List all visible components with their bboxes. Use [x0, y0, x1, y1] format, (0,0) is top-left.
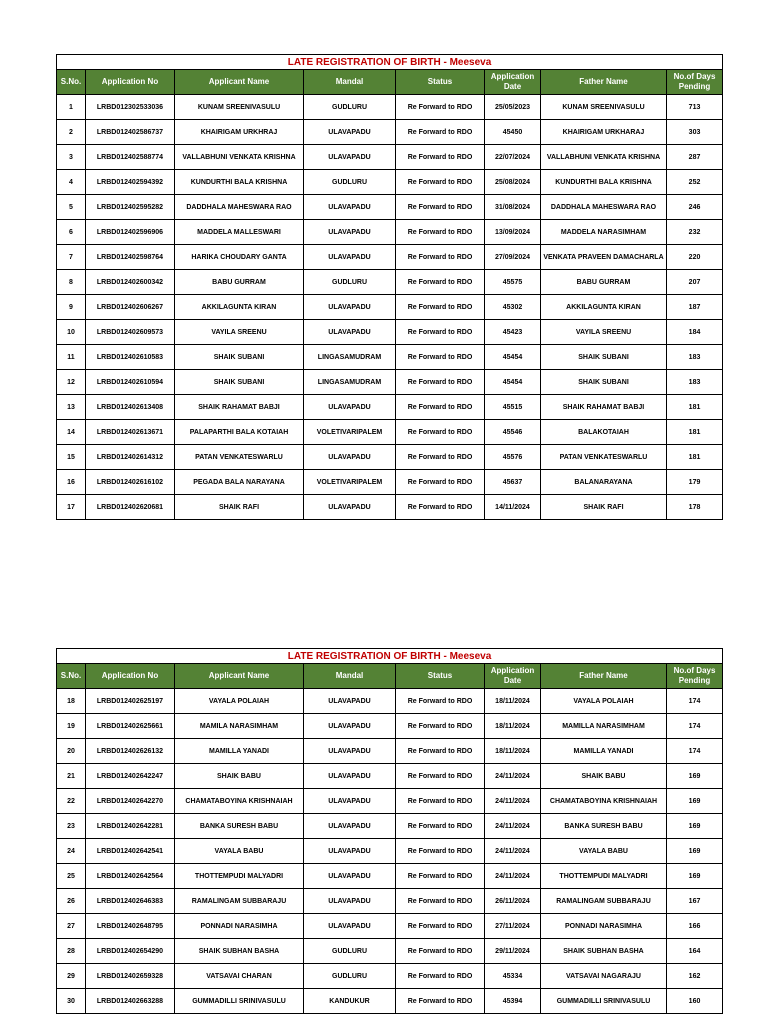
application-no-cell: LRBD012402648795	[86, 914, 175, 939]
application-no-cell: LRBD012402620681	[86, 495, 175, 520]
days-pending-cell: 183	[667, 370, 723, 395]
application-date-cell: 14/11/2024	[485, 495, 541, 520]
application-no-cell: LRBD012402625197	[86, 689, 175, 714]
days-pending-cell: 174	[667, 739, 723, 764]
application-date-cell: 27/09/2024	[485, 245, 541, 270]
application-no-cell: LRBD012402626132	[86, 739, 175, 764]
application-no-cell: LRBD012402663288	[86, 989, 175, 1014]
application-no-cell: LRBD012402606267	[86, 295, 175, 320]
mandal-cell: ULAVAPADU	[304, 145, 396, 170]
serial-number-cell: 27	[57, 914, 86, 939]
application-no-cell: LRBD012402613671	[86, 420, 175, 445]
status-cell: Re Forward to RDO	[396, 470, 485, 495]
father-name-header: Father Name	[541, 664, 667, 689]
status-cell: Re Forward to RDO	[396, 964, 485, 989]
applicant-name-cell: GUMMADILLI SRINIVASULU	[175, 989, 304, 1014]
applicant-name-cell: SHAIK RAHAMAT BABJI	[175, 395, 304, 420]
birth-registration-table-2	[56, 648, 723, 1014]
table-row	[57, 445, 723, 470]
table-row	[57, 95, 723, 120]
applicant-name-cell: CHAMATABOYINA KRISHNAIAH	[175, 789, 304, 814]
applicant-name-cell: AKKILAGUNTA KIRAN	[175, 295, 304, 320]
applicant-name-cell: BABU GURRAM	[175, 270, 304, 295]
application-no-cell: LRBD012402600342	[86, 270, 175, 295]
serial-number-cell: 28	[57, 939, 86, 964]
application-no-cell: LRBD012402654290	[86, 939, 175, 964]
serial-number-cell: 8	[57, 270, 86, 295]
table-row	[57, 864, 723, 889]
days-pending-cell: 162	[667, 964, 723, 989]
applicant-name-cell: DADDHALA MAHESWARA RAO	[175, 195, 304, 220]
serial-number-cell: 7	[57, 245, 86, 270]
status-cell: Re Forward to RDO	[396, 245, 485, 270]
application-no-cell: LRBD012402596906	[86, 220, 175, 245]
table-row	[57, 195, 723, 220]
applicant-name-cell: PONNADI NARASIMHA	[175, 914, 304, 939]
days-pending-cell: 183	[667, 345, 723, 370]
days-pending-header: No.of Days Pending	[667, 664, 723, 689]
table-row	[57, 814, 723, 839]
application-date-cell: 26/11/2024	[485, 889, 541, 914]
mandal-cell: GUDLURU	[304, 964, 396, 989]
status-cell: Re Forward to RDO	[396, 814, 485, 839]
birth-registration-table-1	[56, 54, 723, 520]
mandal-cell: GUDLURU	[304, 939, 396, 964]
table-row	[57, 764, 723, 789]
mandal-cell: VOLETIVARIPALEM	[304, 420, 396, 445]
applicant-name-cell: SHAIK RAFI	[175, 495, 304, 520]
application-no-cell: LRBD012402595282	[86, 195, 175, 220]
application-date-cell: 18/11/2024	[485, 714, 541, 739]
status-cell: Re Forward to RDO	[396, 889, 485, 914]
application-no-cell: LRBD012402598764	[86, 245, 175, 270]
days-pending-cell: 169	[667, 789, 723, 814]
father-name-cell: BALAKOTAIAH	[541, 420, 667, 445]
mandal-cell: ULAVAPADU	[304, 295, 396, 320]
days-pending-cell: 713	[667, 95, 723, 120]
days-pending-cell: 160	[667, 989, 723, 1014]
application-date-cell: 45394	[485, 989, 541, 1014]
father-name-cell: RAMALINGAM SUBBARAJU	[541, 889, 667, 914]
father-name-cell: BANKA SURESH BABU	[541, 814, 667, 839]
days-pending-cell: 174	[667, 689, 723, 714]
father-name-cell: SHAIK BABU	[541, 764, 667, 789]
days-pending-cell: 220	[667, 245, 723, 270]
applicant-name-cell: KUNDURTHI BALA KRISHNA	[175, 170, 304, 195]
application-no-cell: LRBD012402610594	[86, 370, 175, 395]
status-cell: Re Forward to RDO	[396, 195, 485, 220]
days-pending-cell: 181	[667, 445, 723, 470]
days-pending-cell: 207	[667, 270, 723, 295]
status-cell: Re Forward to RDO	[396, 145, 485, 170]
table-row	[57, 470, 723, 495]
days-pending-cell: 167	[667, 889, 723, 914]
applicant-name-header: Applicant Name	[175, 664, 304, 689]
table-row	[57, 170, 723, 195]
serial-number-header: S.No.	[57, 70, 86, 95]
serial-number-cell: 2	[57, 120, 86, 145]
application-date-header: Application Date	[485, 664, 541, 689]
table-row	[57, 145, 723, 170]
application-date-cell: 25/05/2023	[485, 95, 541, 120]
table-row	[57, 220, 723, 245]
days-pending-cell: 303	[667, 120, 723, 145]
father-name-cell: VALLABHUNI VENKATA KRISHNA	[541, 145, 667, 170]
mandal-cell: ULAVAPADU	[304, 864, 396, 889]
mandal-cell: VOLETIVARIPALEM	[304, 470, 396, 495]
mandal-cell: ULAVAPADU	[304, 739, 396, 764]
serial-number-cell: 16	[57, 470, 86, 495]
applicant-name-cell: THOTTEMPUDI MALYADRI	[175, 864, 304, 889]
days-pending-cell: 169	[667, 839, 723, 864]
father-name-cell: BALANARAYANA	[541, 470, 667, 495]
serial-number-cell: 5	[57, 195, 86, 220]
days-pending-cell: 181	[667, 395, 723, 420]
status-cell: Re Forward to RDO	[396, 689, 485, 714]
application-no-cell: LRBD012402642564	[86, 864, 175, 889]
table-row	[57, 345, 723, 370]
applicant-name-cell: VATSAVAI CHARAN	[175, 964, 304, 989]
serial-number-cell: 6	[57, 220, 86, 245]
serial-number-cell: 4	[57, 170, 86, 195]
mandal-cell: ULAVAPADU	[304, 714, 396, 739]
mandal-cell: LINGASAMUDRAM	[304, 370, 396, 395]
mandal-cell: ULAVAPADU	[304, 320, 396, 345]
applicant-name-cell: VAYALA POLAIAH	[175, 689, 304, 714]
father-name-cell: MADDELA NARASIMHAM	[541, 220, 667, 245]
table-row	[57, 889, 723, 914]
father-name-cell: MAMILLA YANADI	[541, 739, 667, 764]
table-row	[57, 295, 723, 320]
table-title: LATE REGISTRATION OF BIRTH - Meeseva	[57, 55, 723, 70]
applicant-name-cell: VALLABHUNI VENKATA KRISHNA	[175, 145, 304, 170]
days-pending-cell: 174	[667, 714, 723, 739]
mandal-cell: LINGASAMUDRAM	[304, 345, 396, 370]
status-cell: Re Forward to RDO	[396, 839, 485, 864]
father-name-cell: SHAIK SUBHAN BASHA	[541, 939, 667, 964]
table-row	[57, 370, 723, 395]
application-no-cell: LRBD012302533036	[86, 95, 175, 120]
mandal-cell: ULAVAPADU	[304, 689, 396, 714]
father-name-cell: VAYALA POLAIAH	[541, 689, 667, 714]
table-row	[57, 689, 723, 714]
father-name-cell: VENKATA PRAVEEN DAMACHARLA	[541, 245, 667, 270]
status-cell: Re Forward to RDO	[396, 295, 485, 320]
serial-number-cell: 12	[57, 370, 86, 395]
table-row	[57, 495, 723, 520]
table-row	[57, 245, 723, 270]
status-cell: Re Forward to RDO	[396, 370, 485, 395]
serial-number-cell: 25	[57, 864, 86, 889]
father-name-cell: SHAIK SUBANI	[541, 370, 667, 395]
father-name-cell: BABU GURRAM	[541, 270, 667, 295]
serial-number-cell: 13	[57, 395, 86, 420]
days-pending-cell: 169	[667, 864, 723, 889]
serial-number-cell: 18	[57, 689, 86, 714]
status-cell: Re Forward to RDO	[396, 120, 485, 145]
mandal-cell: ULAVAPADU	[304, 764, 396, 789]
days-pending-cell: 287	[667, 145, 723, 170]
father-name-cell: KUNAM SREENIVASULU	[541, 95, 667, 120]
table-row	[57, 839, 723, 864]
father-name-cell: DADDHALA MAHESWARA RAO	[541, 195, 667, 220]
application-date-cell: 45637	[485, 470, 541, 495]
application-date-cell: 45423	[485, 320, 541, 345]
father-name-cell: THOTTEMPUDI MALYADRI	[541, 864, 667, 889]
application-no-cell: LRBD012402594392	[86, 170, 175, 195]
application-date-cell: 13/09/2024	[485, 220, 541, 245]
days-pending-cell: 184	[667, 320, 723, 345]
status-cell: Re Forward to RDO	[396, 714, 485, 739]
table-row	[57, 120, 723, 145]
application-no-cell: LRBD012402616102	[86, 470, 175, 495]
father-name-cell: CHAMATABOYINA KRISHNAIAH	[541, 789, 667, 814]
application-no-cell: LRBD012402610583	[86, 345, 175, 370]
mandal-header: Mandal	[304, 664, 396, 689]
father-name-cell: KUNDURTHI BALA KRISHNA	[541, 170, 667, 195]
serial-number-cell: 17	[57, 495, 86, 520]
mandal-cell: ULAVAPADU	[304, 839, 396, 864]
application-no-cell: LRBD012402588774	[86, 145, 175, 170]
serial-number-cell: 19	[57, 714, 86, 739]
application-no-cell: LRBD012402625661	[86, 714, 175, 739]
status-cell: Re Forward to RDO	[396, 914, 485, 939]
mandal-cell: GUDLURU	[304, 270, 396, 295]
status-cell: Re Forward to RDO	[396, 395, 485, 420]
father-name-cell: VAYALA BABU	[541, 839, 667, 864]
applicant-name-cell: RAMALINGAM SUBBARAJU	[175, 889, 304, 914]
status-cell: Re Forward to RDO	[396, 739, 485, 764]
applicant-name-cell: PATAN VENKATESWARLU	[175, 445, 304, 470]
application-date-cell: 45546	[485, 420, 541, 445]
mandal-cell: ULAVAPADU	[304, 889, 396, 914]
serial-number-cell: 11	[57, 345, 86, 370]
status-cell: Re Forward to RDO	[396, 270, 485, 295]
status-cell: Re Forward to RDO	[396, 989, 485, 1014]
father-name-header: Father Name	[541, 70, 667, 95]
application-date-cell: 45302	[485, 295, 541, 320]
serial-number-cell: 21	[57, 764, 86, 789]
status-cell: Re Forward to RDO	[396, 95, 485, 120]
mandal-cell: ULAVAPADU	[304, 395, 396, 420]
application-no-cell: LRBD012402659328	[86, 964, 175, 989]
applicant-name-cell: MADDELA MALLESWARI	[175, 220, 304, 245]
serial-number-cell: 10	[57, 320, 86, 345]
days-pending-cell: 252	[667, 170, 723, 195]
application-no-cell: LRBD012402646383	[86, 889, 175, 914]
table-row	[57, 939, 723, 964]
days-pending-cell: 181	[667, 420, 723, 445]
serial-number-cell: 15	[57, 445, 86, 470]
status-cell: Re Forward to RDO	[396, 495, 485, 520]
status-cell: Re Forward to RDO	[396, 445, 485, 470]
father-name-cell: VAYILA SREENU	[541, 320, 667, 345]
table-title: LATE REGISTRATION OF BIRTH - Meeseva	[57, 649, 723, 664]
application-date-cell: 24/11/2024	[485, 864, 541, 889]
serial-number-cell: 26	[57, 889, 86, 914]
application-no-cell: LRBD012402642270	[86, 789, 175, 814]
status-cell: Re Forward to RDO	[396, 764, 485, 789]
application-no-cell: LRBD012402614312	[86, 445, 175, 470]
days-pending-cell: 179	[667, 470, 723, 495]
application-date-cell: 24/11/2024	[485, 814, 541, 839]
serial-number-cell: 30	[57, 989, 86, 1014]
table-row	[57, 989, 723, 1014]
days-pending-cell: 178	[667, 495, 723, 520]
father-name-cell: AKKILAGUNTA KIRAN	[541, 295, 667, 320]
serial-number-cell: 22	[57, 789, 86, 814]
applicant-name-cell: SHAIK SUBANI	[175, 345, 304, 370]
father-name-cell: SHAIK SUBANI	[541, 345, 667, 370]
application-date-cell: 45334	[485, 964, 541, 989]
applicant-name-cell: SHAIK BABU	[175, 764, 304, 789]
mandal-cell: KANDUKUR	[304, 989, 396, 1014]
table-row	[57, 395, 723, 420]
applicant-name-cell: MAMILA NARASIMHAM	[175, 714, 304, 739]
application-no-cell: LRBD012402609573	[86, 320, 175, 345]
days-pending-cell: 169	[667, 764, 723, 789]
serial-number-cell: 14	[57, 420, 86, 445]
table-row	[57, 714, 723, 739]
status-cell: Re Forward to RDO	[396, 939, 485, 964]
application-date-cell: 29/11/2024	[485, 939, 541, 964]
application-date-cell: 45454	[485, 370, 541, 395]
applicant-name-cell: HARIKA CHOUDARY GANTA	[175, 245, 304, 270]
applicant-name-cell: MAMILLA YANADI	[175, 739, 304, 764]
father-name-cell: PATAN VENKATESWARLU	[541, 445, 667, 470]
father-name-cell: GUMMADILLI SRINIVASULU	[541, 989, 667, 1014]
serial-number-cell: 1	[57, 95, 86, 120]
days-pending-cell: 232	[667, 220, 723, 245]
applicant-name-cell: PALAPARTHI BALA KOTAIAH	[175, 420, 304, 445]
status-cell: Re Forward to RDO	[396, 170, 485, 195]
serial-number-cell: 24	[57, 839, 86, 864]
mandal-cell: ULAVAPADU	[304, 120, 396, 145]
application-no-cell: LRBD012402613408	[86, 395, 175, 420]
applicant-name-cell: KHAIRIGAM URKHRAJ	[175, 120, 304, 145]
mandal-header: Mandal	[304, 70, 396, 95]
table-row	[57, 914, 723, 939]
father-name-cell: KHAIRIGAM URKHARAJ	[541, 120, 667, 145]
application-no-cell: LRBD012402642247	[86, 764, 175, 789]
status-cell: Re Forward to RDO	[396, 789, 485, 814]
application-no-cell: LRBD012402586737	[86, 120, 175, 145]
application-date-cell: 45515	[485, 395, 541, 420]
application-date-cell: 45450	[485, 120, 541, 145]
mandal-cell: ULAVAPADU	[304, 445, 396, 470]
table-row	[57, 964, 723, 989]
application-no-cell: LRBD012402642281	[86, 814, 175, 839]
days-pending-cell: 166	[667, 914, 723, 939]
status-header: Status	[396, 664, 485, 689]
application-date-cell: 18/11/2024	[485, 739, 541, 764]
mandal-cell: ULAVAPADU	[304, 814, 396, 839]
status-cell: Re Forward to RDO	[396, 420, 485, 445]
application-date-cell: 24/11/2024	[485, 789, 541, 814]
table-row	[57, 270, 723, 295]
status-cell: Re Forward to RDO	[396, 864, 485, 889]
father-name-cell: PONNADI NARASIMHA	[541, 914, 667, 939]
applicant-name-cell: SHAIK SUBHAN BASHA	[175, 939, 304, 964]
application-no-header: Application No	[86, 70, 175, 95]
table-row	[57, 420, 723, 445]
table-row	[57, 320, 723, 345]
application-date-cell: 24/11/2024	[485, 764, 541, 789]
application-date-cell: 31/08/2024	[485, 195, 541, 220]
application-date-cell: 45575	[485, 270, 541, 295]
days-pending-cell: 169	[667, 814, 723, 839]
applicant-name-header: Applicant Name	[175, 70, 304, 95]
applicant-name-cell: KUNAM SREENIVASULU	[175, 95, 304, 120]
mandal-cell: ULAVAPADU	[304, 789, 396, 814]
applicant-name-cell: VAYALA BABU	[175, 839, 304, 864]
table-row	[57, 739, 723, 764]
father-name-cell: SHAIK RAHAMAT BABJI	[541, 395, 667, 420]
mandal-cell: ULAVAPADU	[304, 914, 396, 939]
serial-number-cell: 29	[57, 964, 86, 989]
mandal-cell: GUDLURU	[304, 170, 396, 195]
serial-number-cell: 3	[57, 145, 86, 170]
mandal-cell: ULAVAPADU	[304, 220, 396, 245]
serial-number-cell: 9	[57, 295, 86, 320]
mandal-cell: ULAVAPADU	[304, 495, 396, 520]
days-pending-cell: 246	[667, 195, 723, 220]
days-pending-cell: 164	[667, 939, 723, 964]
mandal-cell: ULAVAPADU	[304, 195, 396, 220]
application-date-cell: 18/11/2024	[485, 689, 541, 714]
applicant-name-cell: PEGADA BALA NARAYANA	[175, 470, 304, 495]
mandal-cell: GUDLURU	[304, 95, 396, 120]
mandal-cell: ULAVAPADU	[304, 245, 396, 270]
application-date-cell: 24/11/2024	[485, 839, 541, 864]
applicant-name-cell: SHAIK SUBANI	[175, 370, 304, 395]
application-date-header: Application Date	[485, 70, 541, 95]
status-cell: Re Forward to RDO	[396, 320, 485, 345]
days-pending-header: No.of Days Pending	[667, 70, 723, 95]
applicant-name-cell: VAYILA SREENU	[175, 320, 304, 345]
status-cell: Re Forward to RDO	[396, 220, 485, 245]
status-cell: Re Forward to RDO	[396, 345, 485, 370]
application-date-cell: 45454	[485, 345, 541, 370]
status-header: Status	[396, 70, 485, 95]
application-date-cell: 22/07/2024	[485, 145, 541, 170]
application-date-cell: 25/08/2024	[485, 170, 541, 195]
application-no-cell: LRBD012402642541	[86, 839, 175, 864]
days-pending-cell: 187	[667, 295, 723, 320]
father-name-cell: SHAIK RAFI	[541, 495, 667, 520]
applicant-name-cell: BANKA SURESH BABU	[175, 814, 304, 839]
table-row	[57, 789, 723, 814]
serial-number-cell: 20	[57, 739, 86, 764]
application-no-header: Application No	[86, 664, 175, 689]
serial-number-cell: 23	[57, 814, 86, 839]
father-name-cell: VATSAVAI NAGARAJU	[541, 964, 667, 989]
application-date-cell: 27/11/2024	[485, 914, 541, 939]
father-name-cell: MAMILLA NARASIMHAM	[541, 714, 667, 739]
serial-number-header: S.No.	[57, 664, 86, 689]
application-date-cell: 45576	[485, 445, 541, 470]
